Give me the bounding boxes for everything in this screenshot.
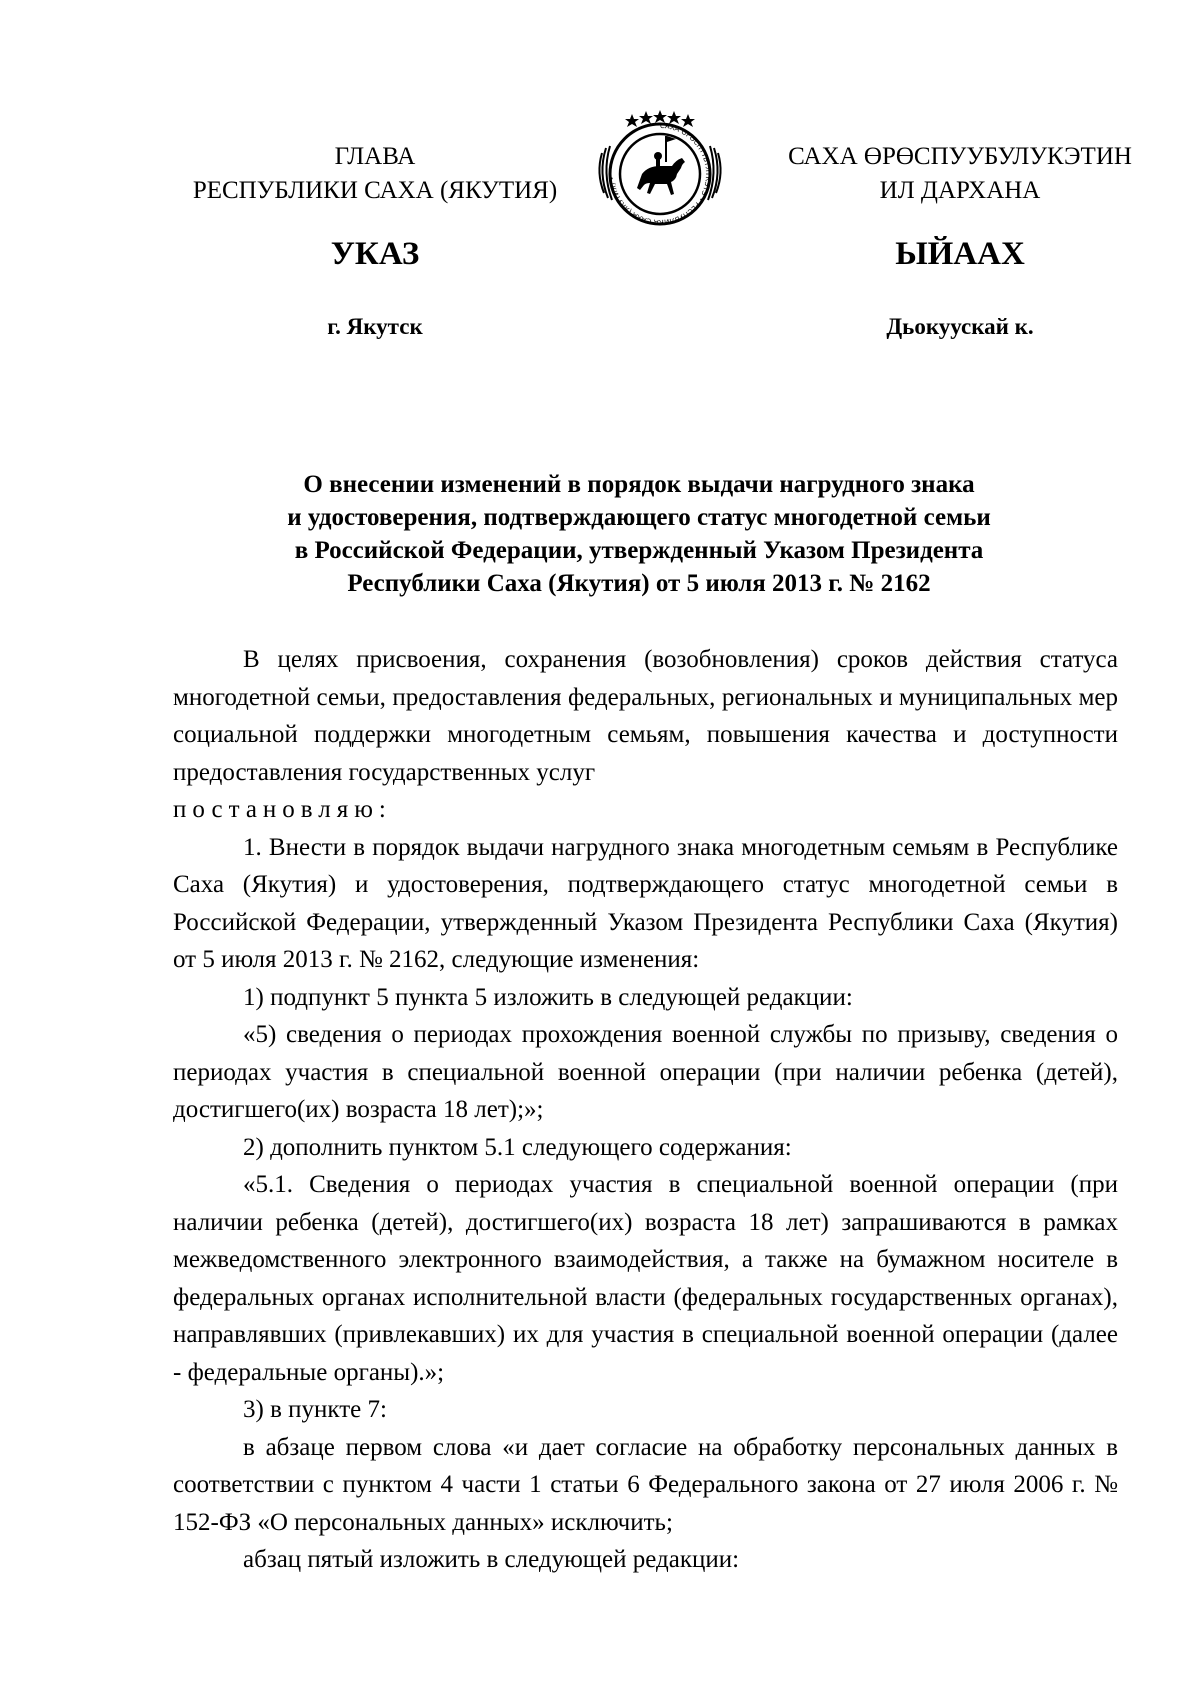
title-line-4: Республики Саха (Якутия) от 5 июля 2013 г. № 2162 [347, 570, 931, 597]
paragraph-subitem-3: 3) в пункте 7: [243, 1396, 387, 1423]
paragraph-subitem-1: 1) подпункт 5 пункта 5 изложить в следующей редакции: [243, 983, 853, 1011]
header-authority-ru [160, 140, 590, 208]
paragraph-quote-5-1: «5.1. Сведения о периодах участия в специальной военной операции (при наличии ребенка (детей), достигшего(их) возраста 18 лет) запрашиваются в рамках межведомственного электронного взаимодействия, а также на бумажном носителе в федеральных органах исполнительной власти (федеральных государственных органах), направлявших (привлекавших) их для участия в специальной военной операции (далее - федеральные органы).»; [173, 1171, 1118, 1386]
header-left-line2: РЕСПУБЛИКИ САХА (ЯКУТИЯ) [192, 177, 558, 204]
paragraph-preamble: В целях присвоения, сохранения (возобновления) сроков действия статуса многодетной семьи, предоставления федеральных, региональных и муниципальных мер социальной поддержки многодетным семьям, повышения качества и доступности предоставления государственных услуг [173, 646, 1118, 786]
city-sakha: Дьокуускай к. [886, 314, 1034, 339]
header-right-line1: САХА ӨРӨСПУУБУЛУКЭТИН [788, 143, 1132, 170]
doc-type-sakha: ЫЙААХ [895, 236, 1025, 272]
emblem-ring-text: САХА ӨРӨСПҮҮБҮЛҮКЭТЭ • РЕСПУБЛИКА САХА (ЯКУТИЯ) • [607, 121, 712, 227]
document-title [160, 468, 1118, 600]
decree-word: постановляю: [173, 796, 392, 823]
title-line-2: и удостоверения, подтверждающего статус многодетной семьи [287, 504, 991, 531]
paragraph-first-abzac: в абзаце первом слова «и дает согласие на обработку персональных данных в соответствии с пунктом 4 части 1 статьи 6 Федерального закона от 27 июля 2006 г. № 152-ФЗ «О персональных данных» исключить; [173, 1433, 1118, 1536]
paragraph-subitem-2: 2) дополнить пунктом 5.1 следующего содержания: [243, 1133, 792, 1161]
paragraph-quote-5: «5) сведения о периодах прохождения военной службы по призыву, сведения о периодах участия в специальной военной операции (при наличии ребенка (детей), достигшего(их) возраста 18 лет);»; [173, 1021, 1118, 1123]
paragraph-fifth-abzac: абзац пятый изложить в следующей редакции: [243, 1546, 740, 1573]
document-body [173, 641, 1118, 1579]
header-right-line2: ИЛ ДАРХАНА [879, 177, 1041, 204]
city-ru: г. Якутск [327, 314, 423, 339]
title-line-1: О внесении изменений в порядок выдачи нагрудного знака [303, 471, 975, 498]
header-left-line1: ГЛАВА [334, 143, 416, 170]
title-line-3: в Российской Федерации, утвержденный Указом Президента [294, 537, 984, 564]
doc-type-ru: УКАЗ [330, 236, 420, 272]
paragraph-item-1: 1. Внести в порядок выдачи нагрудного знака многодетным семьям в Республике Саха (Якутия) и удостоверения, подтверждающего статус многодетной семьи в Российской Федерации, утвержденный Указом Президента Республики Саха (Якутия) от 5 июля 2013 г. № 2162, следующие изменения: [173, 833, 1118, 973]
header-authority-sakha [750, 140, 1170, 208]
republic-coat-of-arms-icon [590, 108, 730, 234]
